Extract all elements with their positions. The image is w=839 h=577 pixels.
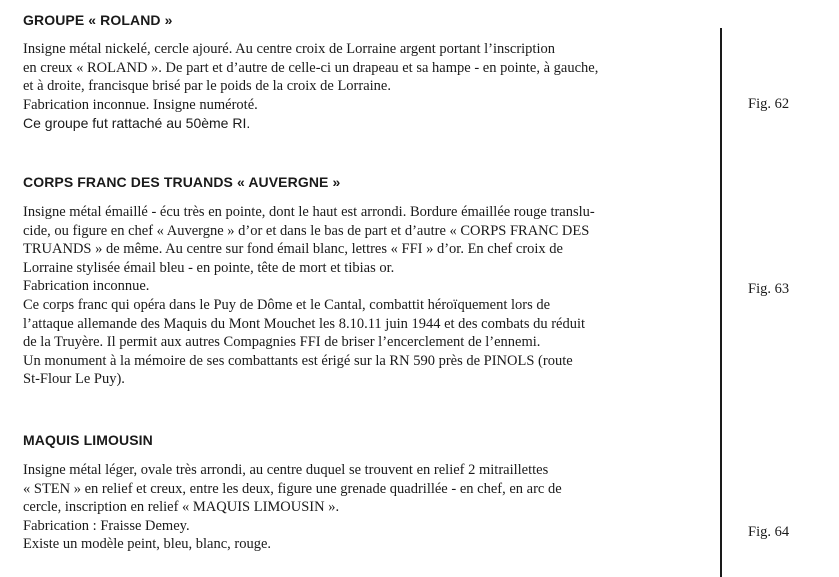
section-heading: CORPS FRANC DES TRUANDS « AUVERGNE » — [23, 174, 341, 190]
body-line: Fabrication : Fraisse Demey. — [23, 517, 190, 534]
section-body — [23, 40, 713, 133]
body-line: Ce corps franc qui opéra dans le Puy de Dôme et le Cantal, combattit héroïquement lors de — [23, 296, 551, 313]
figure-reference: Fig. 63 — [748, 281, 790, 297]
margin-rule — [720, 28, 722, 577]
body-line: l’attaque allemande des Maquis du Mont Mouchet les 8.10.11 juin 1944 et des combats du réduit — [23, 315, 586, 332]
body-line: Fabrication inconnue. Insigne numéroté. — [23, 96, 258, 113]
figure-reference: Fig. 64 — [748, 524, 790, 540]
section-corps-franc-des-truands — [23, 174, 713, 389]
body-line: et à droite, francisque brisé par le poids de la croix de Lorraine. — [23, 78, 391, 95]
section-groupe-roland — [23, 12, 713, 133]
body-line: Un monument à la mémoire de ses combattants est érigé sur la RN 590 près de PINOLS (route — [23, 352, 573, 369]
figure-reference: Fig. 62 — [748, 96, 790, 112]
body-line: cercle, inscription en relief « MAQUIS LIMOUSIN ». — [23, 499, 340, 516]
section-heading: GROUPE « ROLAND » — [23, 12, 173, 28]
body-line: en creux « ROLAND ». De part et d’autre de celle-ci un drapeau et sa hampe - en pointe, à gauche, — [23, 59, 599, 76]
body-line: Lorraine stylisée émail bleu - en pointe, tête de mort et tibias or. — [23, 259, 395, 276]
body-line: « STEN » en relief et creux, entre les deux, figure une grenade quadrillée - en chef, en arc de — [23, 480, 562, 497]
body-line: Insigne métal émaillé - écu très en pointe, dont le haut est arrondi. Bordure émaillée rouge translu- — [23, 204, 595, 220]
body-line: de la Truyère. Il permit aux autres Compagnies FFI de briser l’encerclement de l’ennemi. — [23, 334, 541, 351]
section-body — [23, 461, 713, 554]
body-line: Insigne métal nickelé, cercle ajouré. Au centre croix de Lorraine argent portant l’inscription — [23, 41, 555, 57]
section-maquis-limousin — [23, 432, 713, 554]
body-line: Existe un modèle peint, bleu, blanc, rouge. — [23, 536, 272, 553]
section-heading: MAQUIS LIMOUSIN — [23, 432, 153, 448]
body-line: Ce groupe fut rattaché au 50ème RI. — [23, 115, 251, 132]
body-line: Insigne métal léger, ovale très arrondi, au centre duquel se trouvent en relief 2 mitraillettes — [23, 462, 549, 478]
section-body — [23, 203, 713, 389]
body-line: Fabrication inconnue. — [23, 278, 150, 295]
body-line: TRUANDS » de même. Au centre sur fond émail blanc, lettres « FFI » d’or. En chef croix de — [23, 241, 563, 258]
body-line: St-Flour Le Puy). — [23, 371, 125, 388]
body-line: cide, ou figure en chef « Auvergne » d’or et dans le bas de part et d’autre « CORPS FRANC DES — [23, 222, 590, 239]
